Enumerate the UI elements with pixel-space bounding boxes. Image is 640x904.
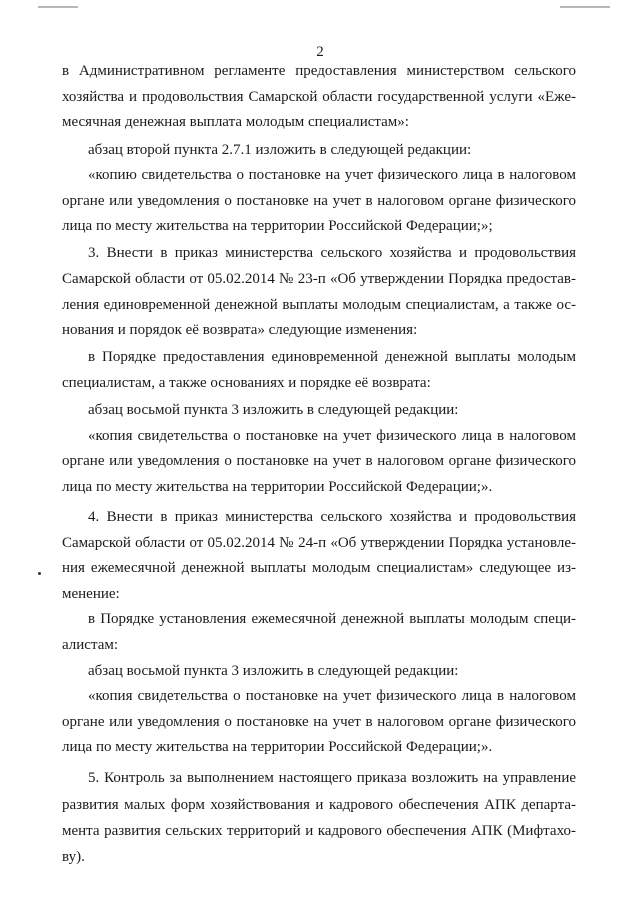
text-line: специалистам, а также основаниях и порядке её возврата: bbox=[62, 375, 431, 391]
text-line: абзац восьмой пункта 3 изложить в следующей редакции: bbox=[88, 663, 459, 679]
text-line: абзац восьмой пункта 3 изложить в следующей редакции: bbox=[88, 402, 459, 418]
scan-artifact bbox=[560, 6, 610, 8]
text-line: ния ежемесячной денежной выплаты молодым специалистам» следующее из- bbox=[62, 560, 576, 576]
text-line: ления единовременной денежной выплаты молодым специалистам, а также ос- bbox=[62, 297, 576, 313]
text-line: органе или уведомления о постановке на учет в налоговом органе физического bbox=[62, 453, 576, 469]
text-line: месячная денежная выплата молодым специалистам»: bbox=[62, 114, 409, 130]
text-line: 4. Внести в приказ министерства сельского хозяйства и продовольствия bbox=[88, 509, 576, 525]
text-line: абзац второй пункта 2.7.1 изложить в следующей редакции: bbox=[88, 142, 472, 158]
scan-speck bbox=[38, 572, 41, 575]
text-line: Самарской области от 05.02.2014 № 23-п «Об утверждении Порядка предостав- bbox=[62, 271, 576, 287]
text-line: менение: bbox=[62, 586, 120, 602]
text-line: в Административном регламенте предоставления министерством сельского bbox=[62, 63, 576, 79]
text-line: лица по месту жительства на территории Российской Федерации;». bbox=[62, 479, 493, 495]
text-line: органе или уведомления о постановке на учет в налоговом органе физического bbox=[62, 714, 576, 730]
page-number: 2 bbox=[316, 44, 324, 60]
text-line: мента развития сельских территорий и кадрового обеспечения АПК (Мифтахо- bbox=[62, 823, 576, 839]
text-line: 5. Контроль за выполнением настоящего приказа возложить на управление bbox=[88, 770, 576, 786]
text-line: лица по месту жительства на территории Российской Федерации;». bbox=[62, 739, 493, 755]
text-line: лица по месту жительства на территории Российской Федерации;»; bbox=[62, 218, 493, 234]
text-line: «копия свидетельства о постановке на учет физического лица в налоговом bbox=[88, 688, 576, 704]
text-line: «копия свидетельства о постановке на учет физического лица в налоговом bbox=[88, 428, 576, 444]
text-line: в Порядке установления ежемесячной денежной выплаты молодым специ- bbox=[88, 611, 576, 627]
text-line: хозяйства и продовольствия Самарской области государственной услуги «Еже- bbox=[62, 89, 576, 105]
scan-artifact bbox=[38, 6, 78, 8]
text-line: «копию свидетельства о постановке на учет физического лица в налоговом bbox=[88, 167, 576, 183]
text-line: развития малых форм хозяйствования и кадрового обеспечения АПК департа- bbox=[62, 797, 576, 813]
text-line: органе или уведомления о постановке на учет в налоговом органе физического bbox=[62, 193, 576, 209]
text-line: нования и порядок её возврата» следующие изменения: bbox=[62, 322, 418, 338]
text-line: в Порядке предоставления единовременной денежной выплаты молодым bbox=[88, 349, 576, 365]
text-line: ву). bbox=[62, 849, 85, 865]
text-line: алистам: bbox=[62, 637, 119, 653]
text-line: 3. Внести в приказ министерства сельского хозяйства и продовольствия bbox=[88, 245, 576, 261]
text-line: Самарской области от 05.02.2014 № 24-п «Об утверждении Порядка установле- bbox=[62, 535, 576, 551]
